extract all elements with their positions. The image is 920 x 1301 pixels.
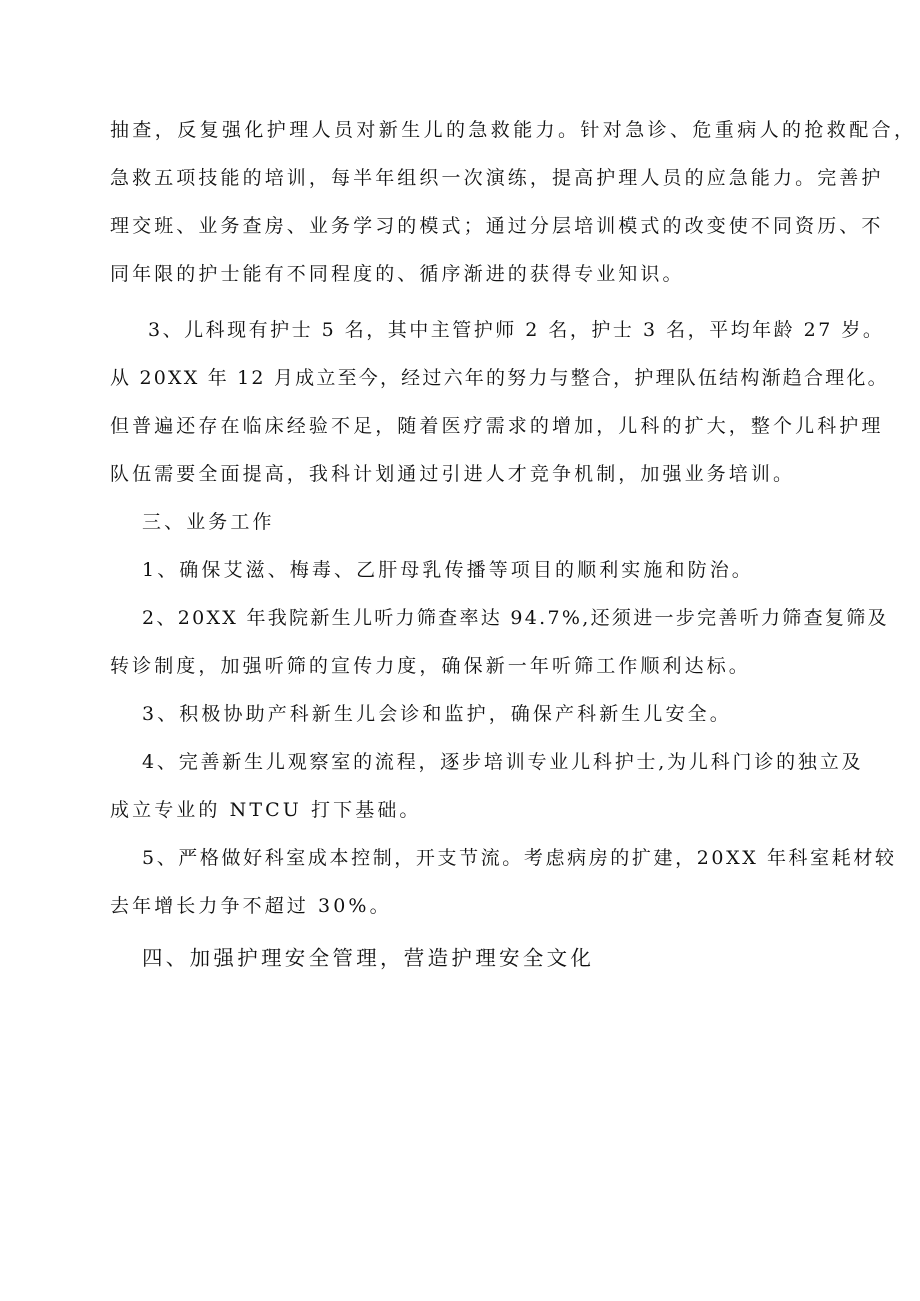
paragraph-line: 从 20XX 年 12 月成立至今，经过六年的努力与整合，护理队伍结构渐趋合理化。 bbox=[110, 367, 889, 389]
section-heading: 三、业务工作 bbox=[142, 511, 275, 533]
paragraph-line: 3、积极协助产科新生儿会诊和监护，确保产科新生儿安全。 bbox=[142, 703, 732, 725]
paragraph-line: 队伍需要全面提高，我科计划通过引进人才竞争机制，加强业务培训。 bbox=[110, 463, 796, 485]
paragraph-line: 急救五项技能的培训，每半年组织一次演练，提高护理人员的应急能力。完善护 bbox=[110, 167, 884, 189]
section-heading: 四、加强护理安全管理，营造护理安全文化 bbox=[142, 946, 595, 970]
paragraph-line: 成立专业的 NTCU 打下基础。 bbox=[110, 799, 422, 821]
paragraph-line: 理交班、业务查房、业务学习的模式；通过分层培训模式的改变使不同资历、不 bbox=[110, 215, 884, 237]
paragraph-line: 转诊制度，加强听筛的宣传力度，确保新一年听筛工作顺利达标。 bbox=[110, 655, 751, 677]
paragraph-line: 5、严格做好科室成本控制，开支节流。考虑病房的扩建，20XX 年科室耗材较 bbox=[142, 847, 897, 869]
paragraph-line: 抽查，反复强化护理人员对新生儿的急救能力。针对急诊、危重病人的抢救配合， bbox=[110, 119, 917, 141]
paragraph-line: 3、儿科现有护士 5 名，其中主管护师 2 名，护士 3 名，平均年龄 27 岁。 bbox=[148, 319, 885, 341]
paragraph-line: 但普遍还存在临床经验不足，随着医疗需求的增加，儿科的扩大，整个儿科护理 bbox=[110, 415, 884, 437]
paragraph-line: 4、完善新生儿观察室的流程，逐步培训专业儿科护士,为儿科门诊的独立及 bbox=[142, 751, 864, 773]
paragraph-line: 同年限的护士能有不同程度的、循序渐进的获得专业知识。 bbox=[110, 263, 685, 285]
paragraph-line: 2、20XX 年我院新生儿听力筛查率达 94.7%,还须进一步完善听力筛查复筛及 bbox=[142, 607, 889, 629]
paragraph-line: 1、确保艾滋、梅毒、乙肝母乳传播等项目的顺利实施和防治。 bbox=[142, 559, 754, 581]
paragraph-line: 去年增长力争不超过 30%。 bbox=[110, 895, 392, 917]
